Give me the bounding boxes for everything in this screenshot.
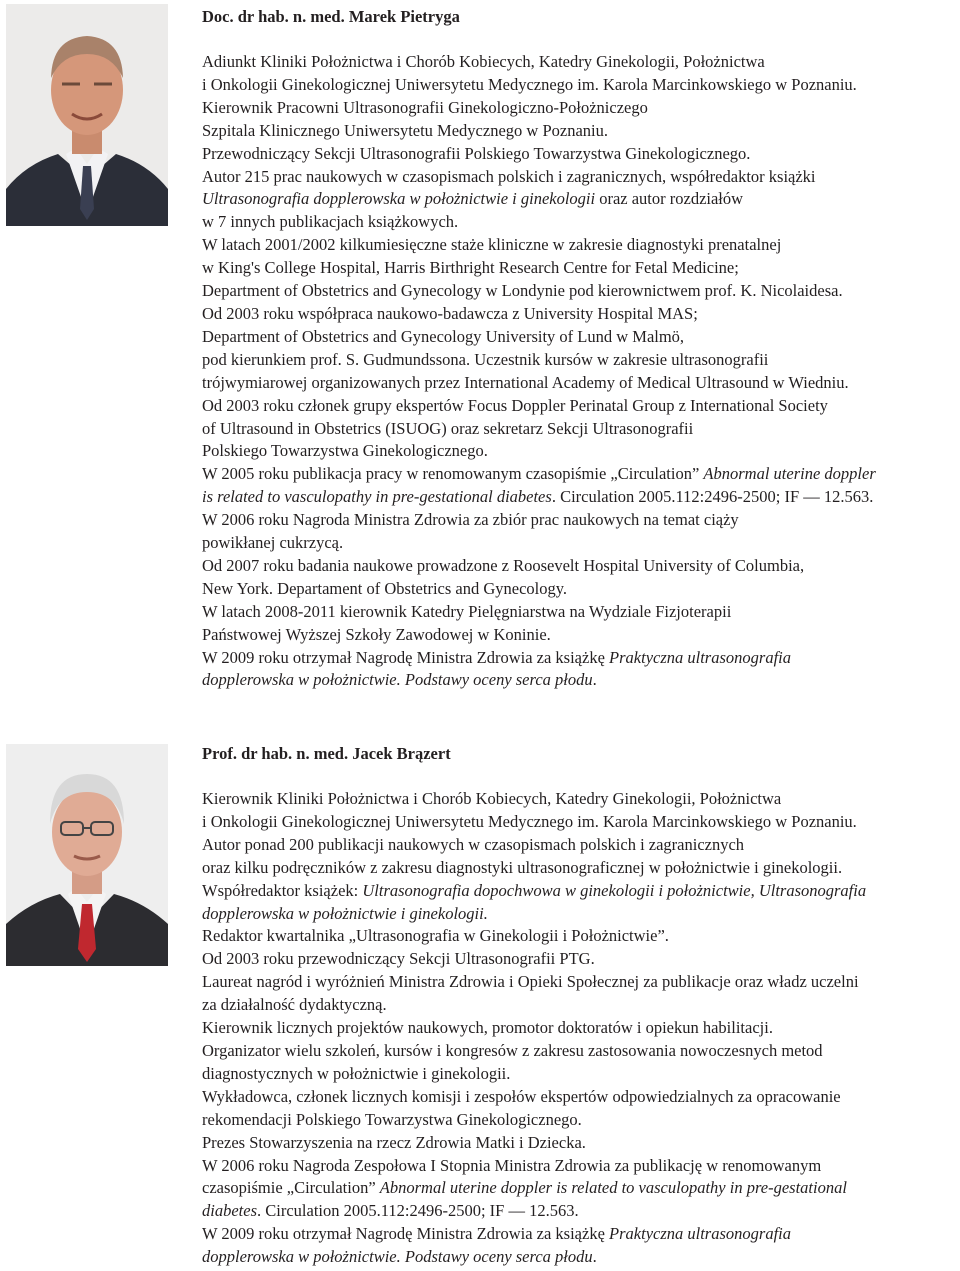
book-title: dopplerowska w położnictwie. Podstawy oceny serca płodu: [202, 1247, 593, 1267]
bio-line: New York. Departament of Obstetrics and Gynecology.: [202, 578, 568, 598]
publication-title: is related to vasculopathy in pre-gestational diabetes: [202, 487, 552, 507]
bio-text-segment: W 2009 roku otrzymał Nagrodę Ministra Zdrowia za książkę: [202, 1224, 610, 1244]
bio-text-segment: . Circulation 2005.112:2496-2500; IF — 12.563.: [257, 1201, 579, 1221]
portrait-man-glasses-icon: [6, 744, 168, 966]
bio-line: pod kierunkiem prof. S. Gudmundssona. Uczestnik kursów w zakresie ultrasonografii: [202, 349, 769, 369]
publication-title: Abnormal uterine doppler is related to vasculopathy in pre-gestational: [379, 1178, 847, 1198]
bio-text-segment: W 2005 roku publikacja pracy w renomowanym czasopiśmie „Circulation”: [202, 464, 704, 484]
bio-line: [202, 669, 952, 692]
person-name: Prof. dr hab. n. med. Jacek Brązert: [202, 744, 451, 763]
bio-text-segment: oraz autor rozdziałów: [595, 189, 744, 209]
portrait-photo: [6, 4, 168, 226]
book-title: Praktyczna ultrasonografia: [609, 1224, 791, 1244]
bio-text-segment: .: [592, 1247, 597, 1267]
bio-line: [202, 486, 952, 509]
bio-text: [202, 5, 952, 692]
bio-line: Department of Obstetrics and Gynecology University of Lund w Malmö,: [202, 326, 685, 346]
bio-line: diagnostycznych w położnictwie i ginekologii.: [202, 1063, 511, 1083]
bio-line: [202, 1200, 952, 1223]
bio-paragraph: [202, 788, 952, 1269]
book-title: Praktyczna ultrasonografia: [609, 647, 791, 667]
bio-line: powikłanej cukrzycą.: [202, 533, 344, 553]
book-title: dopplerowska w położnictwie i ginekologii.: [202, 903, 488, 923]
bio-line: rekomendacji Polskiego Towarzystwa Ginekologicznego.: [202, 1109, 582, 1129]
bio-text-segment: W 2009 roku otrzymał Nagrodę Ministra Zdrowia za książkę: [202, 647, 610, 667]
bio-line: Państwowej Wyższej Szkoły Zawodowej w Koninie.: [202, 624, 551, 644]
bio-text-segment: Współredaktor książek:: [202, 880, 363, 900]
book-title: Ultrasonografia dopplerowska w położnictwie i ginekologii: [202, 189, 596, 209]
bio-line: Od 2003 roku przewodniczący Sekcji Ultrasonografii PTG.: [202, 949, 595, 969]
publication-title: Abnormal uterine doppler: [703, 464, 876, 484]
bio-line: Od 2003 roku członek grupy ekspertów Focus Doppler Perinatal Group z International Society: [202, 395, 828, 415]
bio-line: i Onkologii Ginekologicznej Uniwersytetu Medycznego im. Karola Marcinkowskiego w Poznaniu.: [202, 74, 857, 94]
bio-line: Adiunkt Kliniki Położnictwa i Chorób Kobiecych, Katedry Ginekologii, Położnictwa: [202, 52, 765, 71]
bio-line: trójwymiarowej organizowanych przez International Academy of Medical Ultrasound w Wiedniu.: [202, 372, 849, 392]
bio-line: Szpitala Klinicznego Uniwersytetu Medycznego w Poznaniu.: [202, 120, 608, 140]
bio-line: [202, 903, 952, 926]
bio-line: Kierownik Pracowni Ultrasonografii Ginekologiczno-Położniczego: [202, 97, 648, 117]
person-name: Doc. dr hab. n. med. Marek Pietryga: [202, 7, 460, 26]
bio-line: i Onkologii Ginekologicznej Uniwersytetu Medycznego im. Karola Marcinkowskiego w Poznaniu.: [202, 811, 857, 831]
bio-line: W latach 2008-2011 kierownik Katedry Pielęgniarstwa na Wydziale Fizjoterapii: [202, 601, 732, 621]
bio-line: [202, 880, 952, 903]
bio-line: Redaktor kwartalnika „Ultrasonografia w Ginekologii i Położnictwie”.: [202, 926, 669, 946]
bio-line: W 2006 roku Nagroda Zespołowa I Stopnia Ministra Zdrowia za publikację w renomowanym: [202, 1155, 822, 1175]
bio-line: W 2006 roku Nagroda Ministra Zdrowia za zbiór prac naukowych na temat ciąży: [202, 510, 739, 530]
bio-line: za działalność dydaktyczną.: [202, 995, 387, 1015]
bio-line: Prezes Stowarzyszenia na rzecz Zdrowia Matki i Dziecka.: [202, 1132, 586, 1152]
portrait-man-suit-icon: [6, 4, 168, 226]
bio-line: Autor 215 prac naukowych w czasopismach polskich i zagranicznych, współredaktor książki: [202, 166, 816, 186]
publication-title: diabetes: [202, 1201, 257, 1221]
bio-line: Kierownik licznych projektów naukowych, promotor doktoratów i opiekun habilitacji.: [202, 1018, 773, 1038]
bio-line: of Ultrasound in Obstetrics (ISUOG) oraz sekretarz Sekcji Ultrasonografii: [202, 418, 694, 438]
bio-line: [202, 188, 952, 211]
bio-line: [202, 1246, 952, 1269]
bio-line: [202, 463, 952, 486]
bio-line: Kierownik Kliniki Położnictwa i Chorób Kobiecych, Katedry Ginekologii, Położnictwa: [202, 789, 782, 808]
book-title: Ultrasonografia dopochwowa w ginekologii i położnictwie, Ultrasonografia: [362, 880, 867, 900]
bio-line: [202, 647, 952, 670]
bio-line: Polskiego Towarzystwa Ginekologicznego.: [202, 441, 488, 461]
bio-line: Autor ponad 200 publikacji naukowych w czasopismach polskich i zagranicznych: [202, 834, 745, 854]
bio-line: Department of Obstetrics and Gynecology w Londynie pod kierownictwem prof. K. Nicolaidesa.: [202, 281, 843, 301]
bio-line: oraz kilku podręczników z zakresu diagnostyki ultrasonograficznej w położnictwie i ginekologii.: [202, 857, 843, 877]
bio-line: [202, 1177, 952, 1200]
bio-line: Od 2007 roku badania naukowe prowadzone z Roosevelt Hospital University of Columbia,: [202, 555, 805, 575]
bio-line: Wykładowca, członek licznych komisji i zespołów ekspertów odpowiedzialnych za opracowanie: [202, 1086, 841, 1106]
bio-line: Laureat nagród i wyróżnień Ministra Zdrowia i Opieki Społecznej za publikacje oraz władz uczelni: [202, 972, 859, 992]
book-title: dopplerowska w położnictwie. Podstawy oceny serca płodu: [202, 670, 593, 690]
bio-paragraph: [202, 51, 952, 692]
bio-line: W latach 2001/2002 kilkumiesięczne staże kliniczne w zakresie diagnostyki prenatalnej: [202, 235, 782, 255]
portrait-photo: [6, 744, 168, 966]
bio-line: Od 2003 roku współpraca naukowo-badawcza z University Hospital MAS;: [202, 303, 698, 323]
bio-text: [202, 742, 952, 1269]
bio-text-segment: .: [592, 670, 597, 690]
bio-line: Przewodniczący Sekcji Ultrasonografii Polskiego Towarzystwa Ginekologicznego.: [202, 143, 751, 163]
bio-line: [202, 1223, 952, 1246]
bio-text-segment: . Circulation 2005.112:2496-2500; IF — 12.563.: [551, 487, 874, 507]
bio-line: w King's College Hospital, Harris Birthright Research Centre for Fetal Medicine;: [202, 258, 739, 278]
bio-line: w 7 innych publikacjach książkowych.: [202, 212, 459, 232]
bio-text-segment: czasopiśmie „Circulation”: [202, 1178, 380, 1198]
bio-line: Organizator wielu szkoleń, kursów i kongresów z zakresu zastosowania nowoczesnych metod: [202, 1040, 823, 1060]
